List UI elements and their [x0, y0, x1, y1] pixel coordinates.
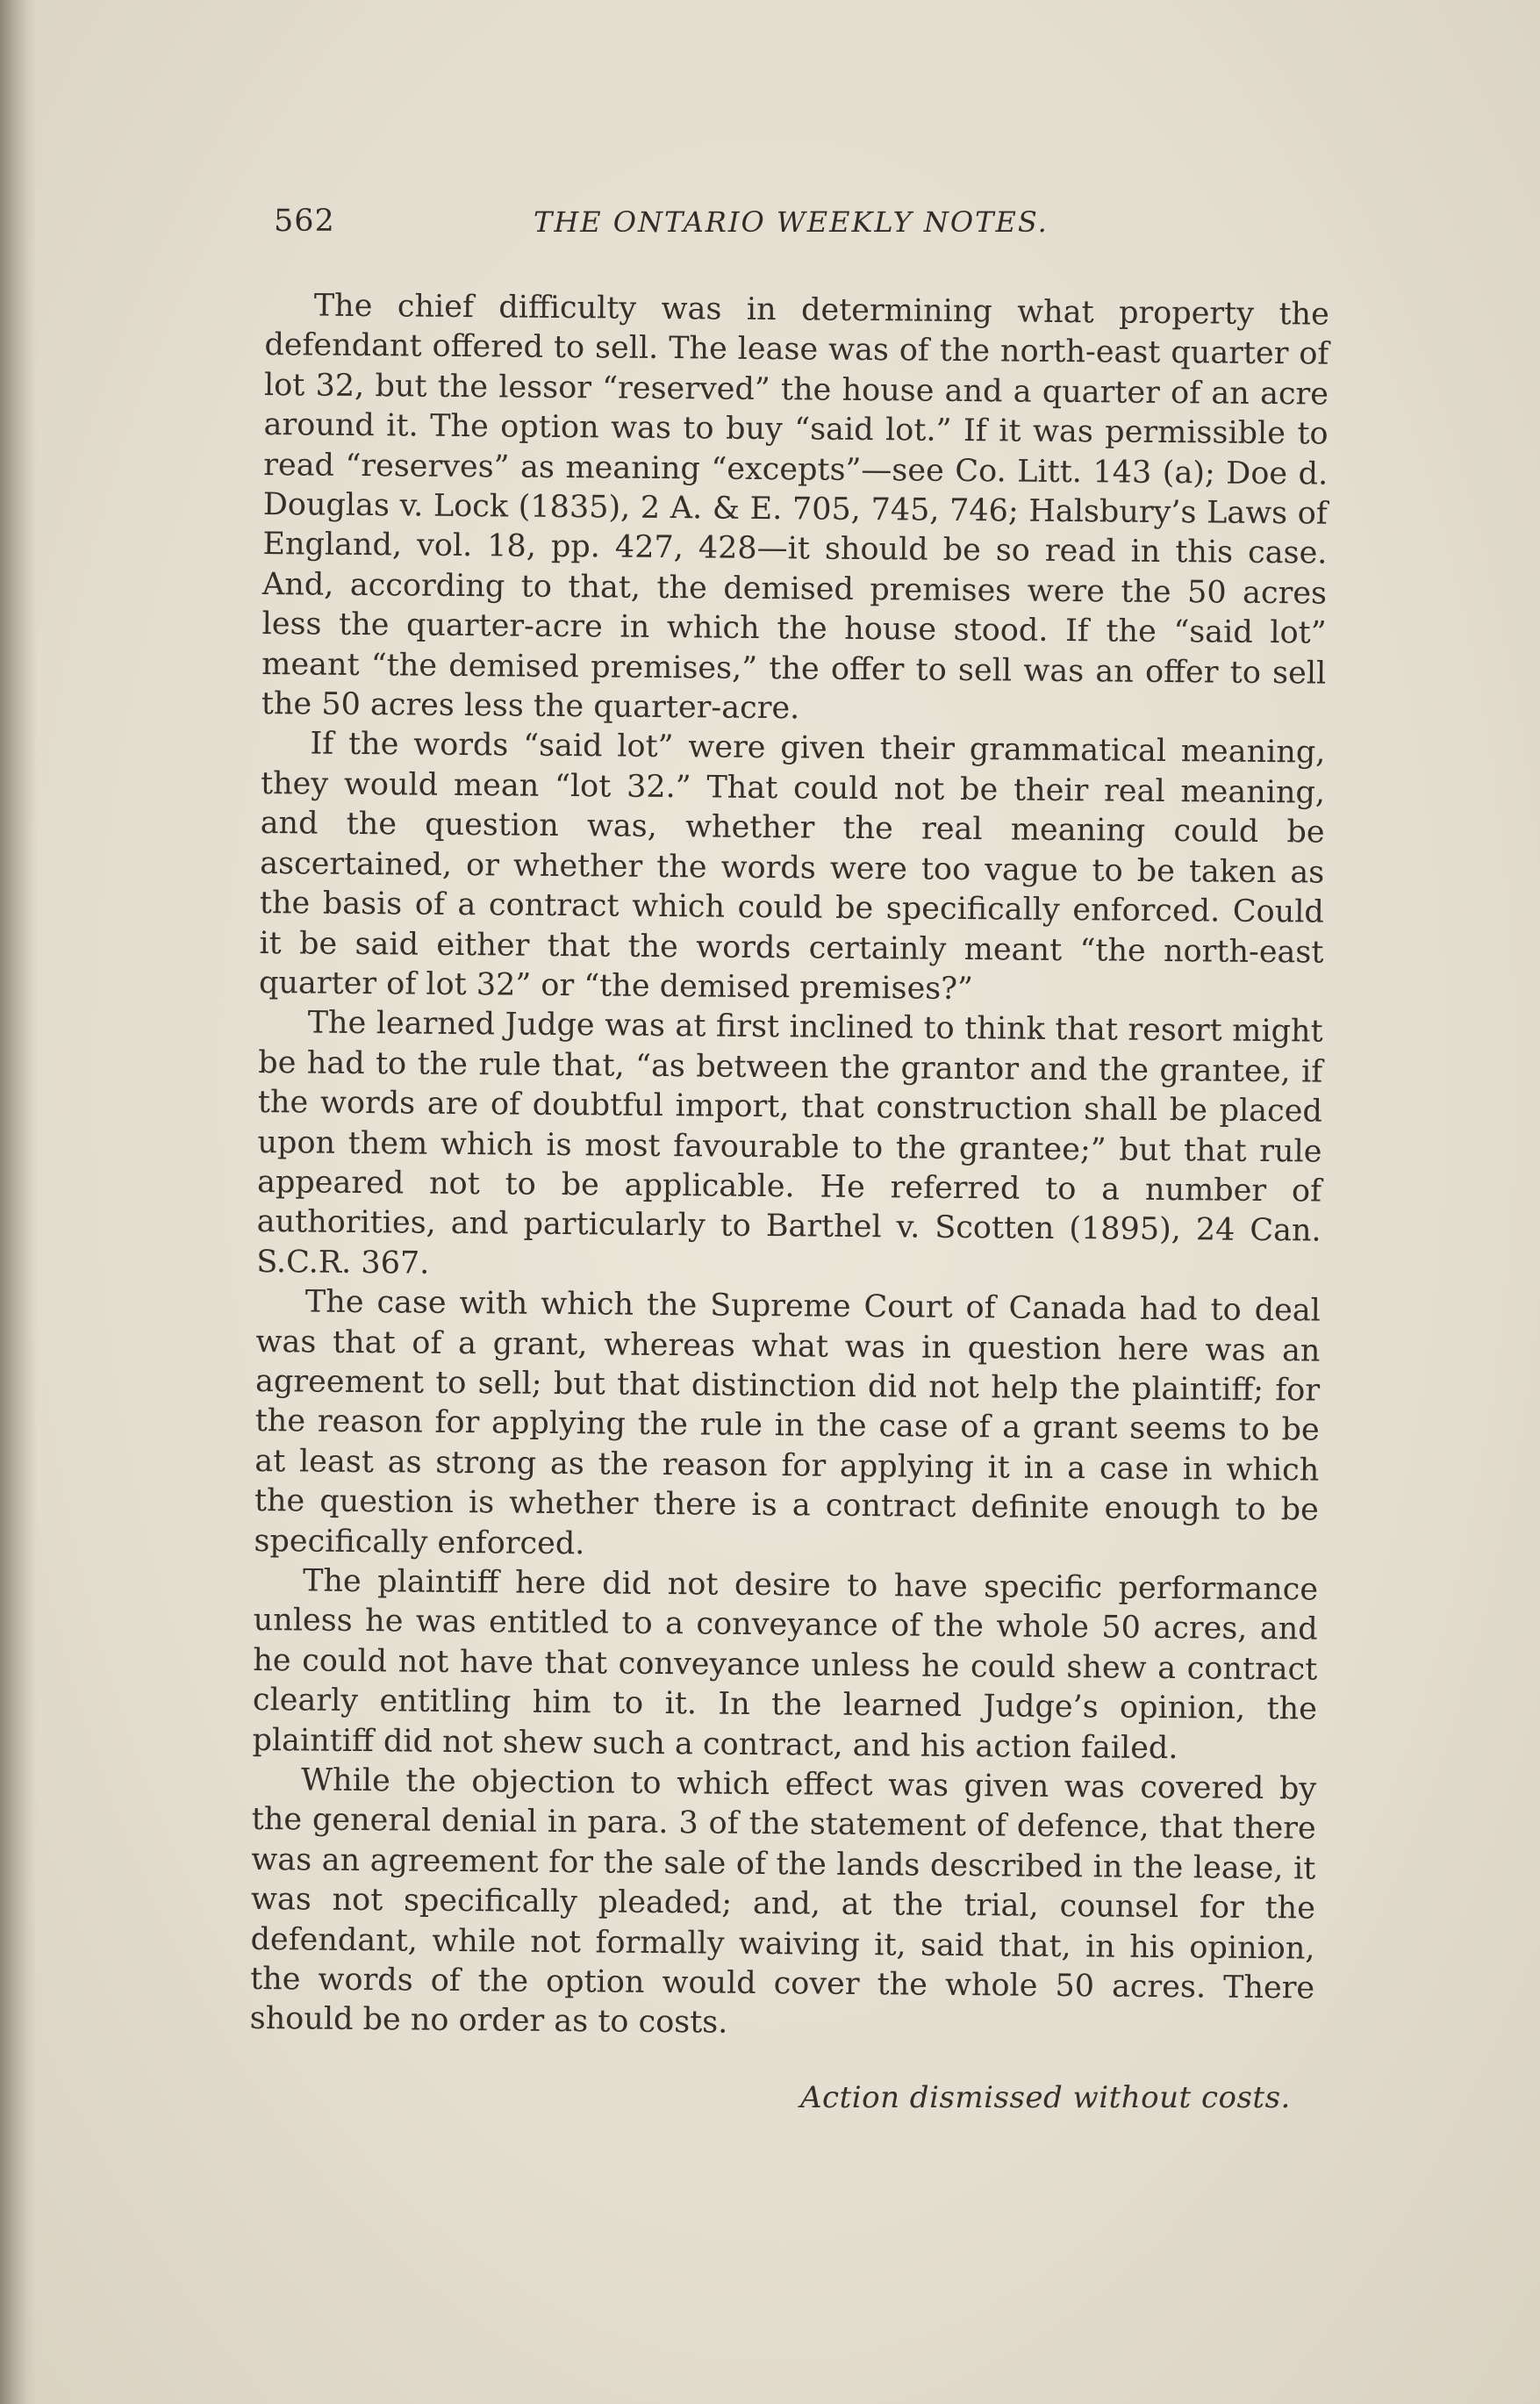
paragraph: If the words “said lot” were given their grammatical meaning, they would mean “lot 32.” That could not be their real meaning, and the question was, whether the real meaning could be ascertained, or whether the words were too vague to be taken as the basis of a contract which could be specifically enforced. Could it be said either that the words certainly meant “the north-east quarter of lot 32” or “the demised premises?” — [258, 726, 1326, 1007]
paragraph: The plaintiff here did not desire to have specific performance unless he was entitled to a conveyance of the whole 50 acres, and he could not have that conveyance unless he could shew a contract clearly entitling him to it. In the learned Judge’s opinion, the plaintiff did not shew such a contract, and his action failed. — [252, 1563, 1319, 1766]
page-gutter-shadow — [0, 0, 37, 2404]
body-text — [250, 286, 1329, 2049]
paragraph: The case with which the Supreme Court of Canada had to deal was that of a grant, whereas what was in question here was an agreement to sell; but that distinction did not help the plaintiff; for the reason for applying the rule in the case of a grant seems to be at least as strong as the reason for applying it in a case in which the question is whether there is a contract definite enough to be specifically enforced. — [254, 1284, 1322, 1561]
page-header — [274, 204, 1064, 248]
running-head: THE ONTARIO WEEKLY NOTES. — [534, 205, 1049, 239]
paragraph: The learned Judge was at first inclined to think that resort might be had to the rule that, “as between the grantor and the grantee, if the words are of doubtful import, that construction shall be placed upon them which is most favourable to the grantee;” but that rule appeared not to be applicable. He referred to a number of authorities, and particularly to Barthel v. Scotten (1895), 24 Can. S.C.R. 367. — [256, 1005, 1323, 1281]
closing-line: Action dismissed without costs. — [800, 2080, 1291, 2115]
page-number: 562 — [274, 204, 335, 239]
paragraph: The chief difficulty was in determining what property the defendant offered to sell. The lease was of the north-east quarter of lot 32, but the lessor “reserved” the house and a quarter of an acre around it. The option was to buy “said lot.” If it was permissible to read “reserves” as meaning “excepts”—see Co. Litt. 143 (a); Doe d. Douglas v. Lock (1835), 2 A. & E. 705, 745, 746; Halsbury’s Laws of England, vol. 18, pp. 427, 428—it should be so read in this case. And, according to that, the demised premises were the 50 acres less the quarter-acre in which the house stood. If the “said lot” meant “the demised premises,” the offer to sell was an offer to sell the 50 acres less the quarter-acre. — [261, 288, 1329, 727]
paragraph: While the objection to which effect was given was covered by the general denial in para. 3 of the statement of defence, that there was an agreement for the sale of the lands described in the lease, it was not specifically pleaded; and, at the trial, counsel for the defendant, while not formally waiving it, said that, in his opinion, the words of the option would cover the whole 50 acres. There should be no order as to costs. — [249, 1762, 1317, 2042]
